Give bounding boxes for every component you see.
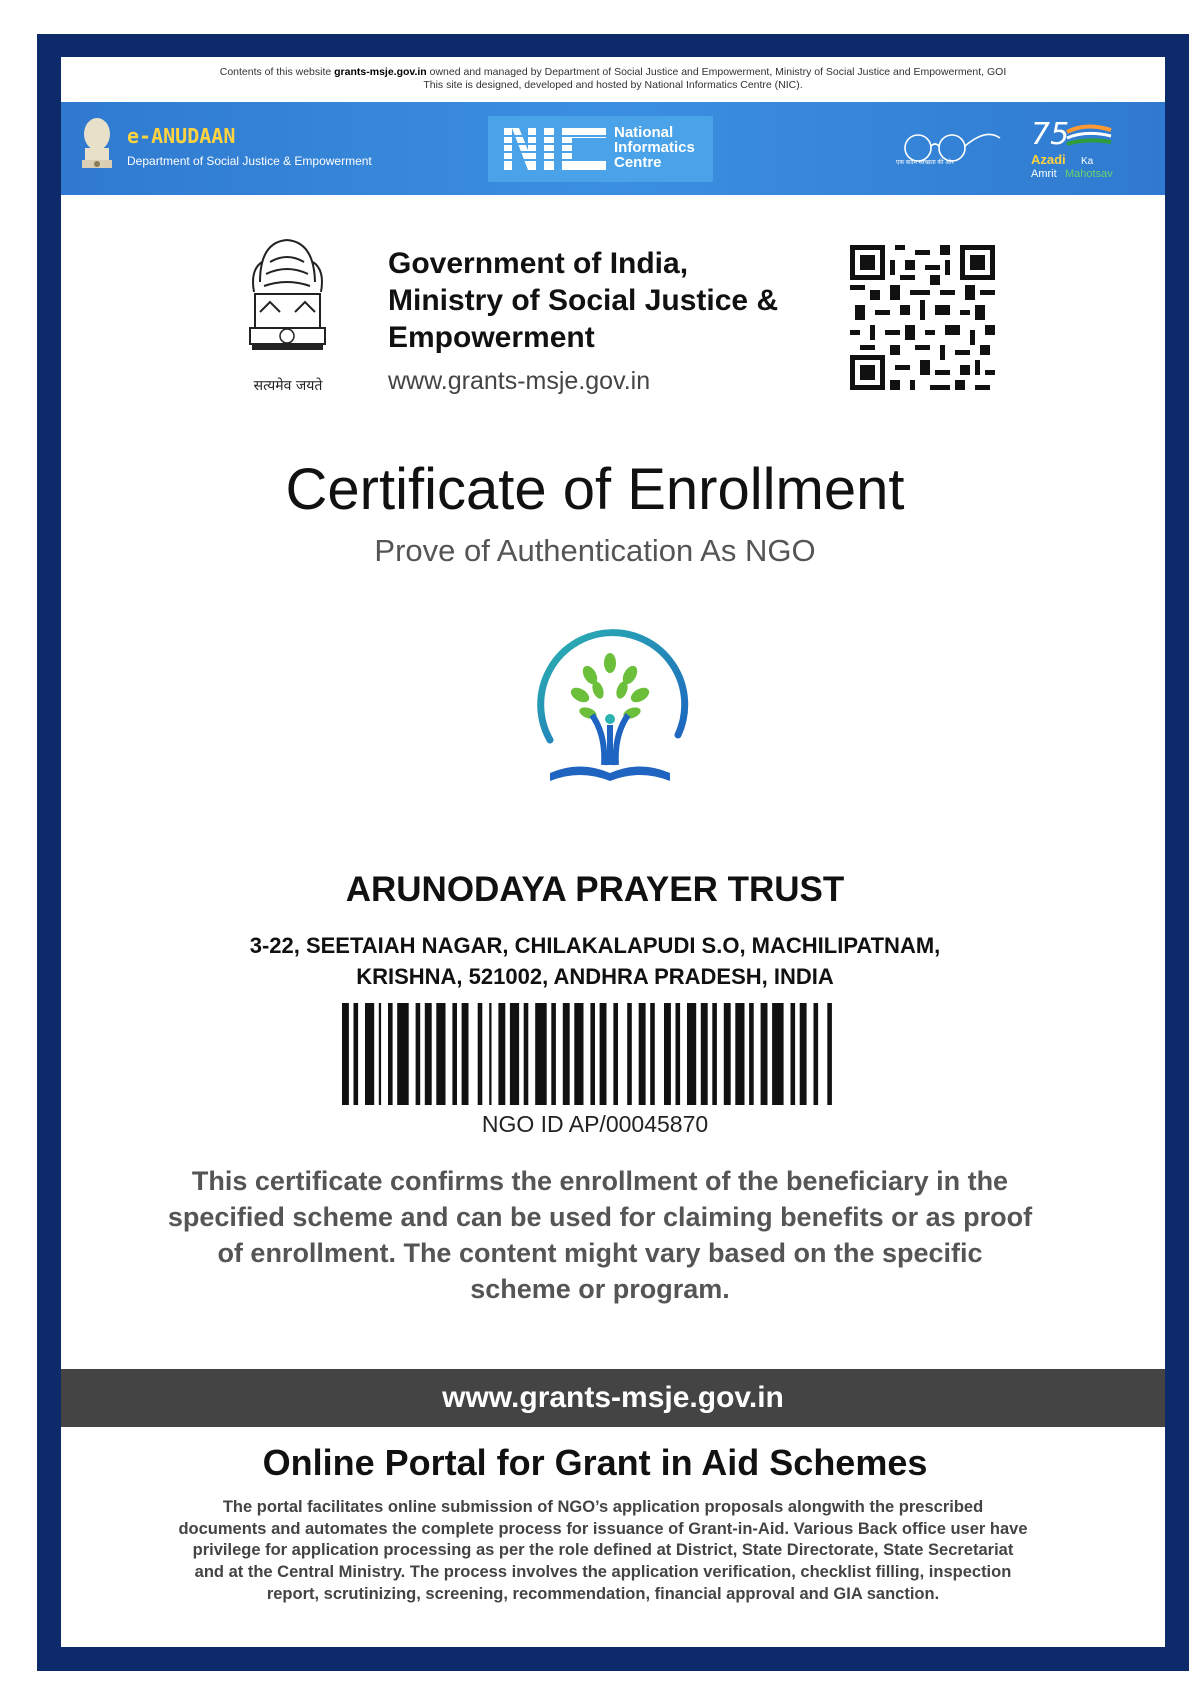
nic-line-2: Informatics: [614, 139, 695, 156]
barcode-bar: [724, 1003, 731, 1105]
gov-line-2: Ministry of Social Justice &: [388, 284, 779, 317]
barcode-bar: [650, 1003, 655, 1105]
portal-title: Online Portal for Grant in Aid Schemes: [262, 1442, 928, 1483]
barcode-bar: [574, 1003, 583, 1105]
barcode-bar: [590, 1003, 595, 1105]
app-subtitle: Department of Social Justice & Empowerment: [127, 154, 372, 168]
organization-address: [200, 930, 990, 992]
barcode-bar: [791, 1003, 796, 1105]
azadi-ka-amrit-mahotsav-logo: [1031, 114, 1141, 188]
barcode-bar: [827, 1003, 832, 1105]
barcode-bar: [676, 1003, 681, 1105]
barcode-bar: [535, 1003, 547, 1105]
app-title: e-ANUDAAN: [127, 124, 236, 148]
emblem-motto: सत्यमेव जयते: [253, 378, 323, 394]
tree-book-logo-icon: [530, 615, 690, 800]
portal-description: The portal facilitates online submission of NGO’s application proposals alongwith the prescribed documents and automates the complete process for issuance of Grant-in-Aid. Various Back office user have privilege for application processing as per the role defined at District, State Directorate, State Secretariat and at the Central Ministry. The process involves the application verification, checklist filling, inspection report, scrutinizing, screening, recommendation, financial approval and GIA sanction.: [178, 1498, 1028, 1603]
barcode-bar: [478, 1003, 483, 1105]
barcode-bar: [388, 1003, 393, 1105]
nic-text: [614, 125, 695, 170]
barcode-bar: [379, 1003, 381, 1105]
barcode-bar: [600, 1003, 607, 1105]
address-line-1: 3-22, SEETAIAH NAGAR, CHILAKALAPUDI S.O, MACHILIPATNAM,: [249, 933, 941, 958]
notice-site: grants-msje.gov.in: [334, 66, 427, 78]
national-emblem-small-icon: [79, 114, 115, 182]
government-heading: [388, 245, 848, 356]
barcode-bar: [687, 1003, 696, 1105]
notice-line2: This site is designed, developed and hosted by National Informatics Centre (NIC).: [423, 79, 803, 91]
header-website: www.grants-msje.gov.in: [388, 367, 651, 395]
barcode-icon: [342, 1003, 870, 1105]
certificate-title: Certificate of Enrollment: [285, 457, 905, 522]
ka-text: Ka: [1081, 156, 1094, 167]
barcode-bar: [627, 1003, 632, 1105]
barcode-bar: [639, 1003, 646, 1105]
barcode-bar: [800, 1003, 807, 1105]
header-banner: [61, 102, 1165, 195]
amrit-text: Amrit: [1031, 168, 1057, 180]
barcode-bar: [613, 1003, 618, 1105]
site-notice: [61, 57, 1165, 102]
national-emblem-icon: [240, 232, 335, 377]
barcode-bar: [814, 1003, 819, 1105]
mahotsav-text: Mahotsav: [1065, 168, 1113, 180]
barcode-bar: [701, 1003, 708, 1105]
barcode-bar: [489, 1003, 491, 1105]
barcode-bar: [365, 1003, 374, 1105]
barcode-bar: [462, 1003, 469, 1105]
barcode-bar: [772, 1003, 784, 1105]
swachh-caption: एक कदम स्वच्छता की ओर: [896, 160, 954, 166]
barcode-bar: [416, 1003, 421, 1105]
address-line-2: KRISHNA, 521002, ANDHRA PRADESH, INDIA: [356, 964, 834, 989]
seventy-five-icon: [1031, 114, 1141, 154]
nic-line-1: National: [614, 124, 674, 141]
organization-name: ARUNODAYA PRAYER TRUST: [345, 870, 845, 909]
barcode-bar: [524, 1003, 529, 1105]
barcode-bar: [436, 1003, 445, 1105]
footer-url-bar[interactable]: www.grants-msje.gov.in: [61, 1369, 1165, 1427]
barcode-bar: [749, 1003, 754, 1105]
confirmation-text: This certificate confirms the enrollment of the beneficiary in the specified scheme and can be used for claiming benefits or as proof of enrollment. The content might vary based on the specific scheme or program.: [167, 1166, 1033, 1304]
nic-logo: [488, 116, 713, 182]
azadi-text: Azadi: [1031, 152, 1066, 167]
gov-line-3: Empowerment: [388, 321, 595, 354]
barcode-bar: [664, 1003, 671, 1105]
nic-letters-icon: [504, 126, 608, 172]
notice-prefix: Contents of this website: [219, 66, 335, 78]
gov-line-1: Government of India,: [388, 247, 689, 280]
certificate-subtitle: Prove of Authentication As NGO: [374, 533, 816, 568]
barcode-bar: [551, 1003, 556, 1105]
barcode-bar: [761, 1003, 768, 1105]
barcode-bar: [342, 1003, 349, 1105]
barcode-bar: [563, 1003, 570, 1105]
barcode-bar: [425, 1003, 432, 1105]
ngo-id: NGO ID AP/00045870: [481, 1111, 709, 1137]
qr-code-icon[interactable]: [850, 245, 995, 390]
barcode-bar: [712, 1003, 717, 1105]
barcode-bar: [354, 1003, 359, 1105]
swachh-bharat-glasses-icon: [896, 118, 1006, 178]
barcode-bar: [452, 1003, 457, 1105]
barcode-bar: [397, 1003, 409, 1105]
barcode-bar: [735, 1003, 744, 1105]
barcode-bar: [498, 1003, 505, 1105]
svg-text:75: 75: [1031, 117, 1070, 152]
notice-suffix: owned and managed by Department of Social Justice and Empowerment, Ministry of Social Justice and Empowerment, GOI: [426, 66, 1007, 78]
nic-line-3: Centre: [614, 154, 662, 171]
barcode-bar: [510, 1003, 519, 1105]
